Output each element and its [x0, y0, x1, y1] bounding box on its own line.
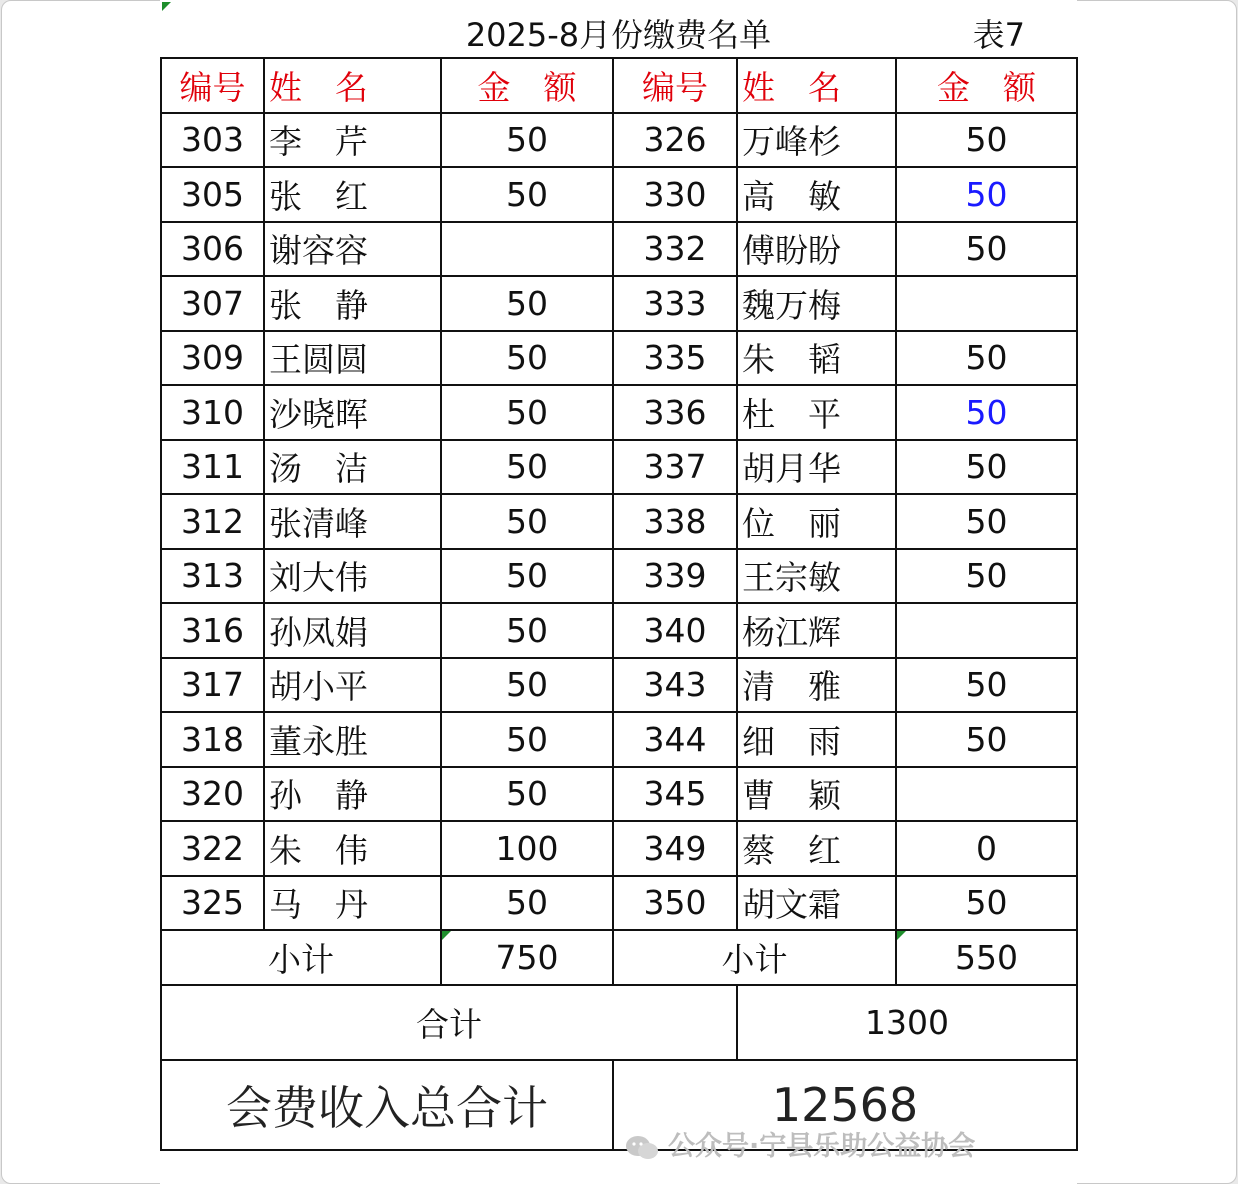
member-name[interactable]: 张清峰 [264, 494, 441, 549]
grand-total-row [161, 1060, 1077, 1150]
member-no-2[interactable]: 326 [613, 113, 737, 168]
member-no[interactable]: 316 [161, 603, 264, 658]
subtotal-left-value[interactable]: 750 [441, 930, 613, 985]
member-no-2[interactable]: 333 [613, 276, 737, 331]
member-no-2[interactable]: 349 [613, 821, 737, 876]
member-no[interactable]: 317 [161, 658, 264, 713]
member-name[interactable]: 朱 伟 [264, 821, 441, 876]
member-no[interactable]: 320 [161, 767, 264, 822]
header-name[interactable]: 姓 名 [264, 58, 441, 113]
member-name[interactable]: 马 丹 [264, 876, 441, 931]
subtotal-row [161, 930, 1077, 985]
member-amount-2[interactable]: 50 [896, 549, 1077, 604]
member-amount[interactable]: 50 [441, 276, 613, 331]
member-name-2[interactable]: 清 雅 [737, 658, 896, 713]
member-name[interactable]: 孙凤娟 [264, 603, 441, 658]
fee-table [160, 57, 1078, 1151]
member-name-2[interactable]: 曹 颖 [737, 767, 896, 822]
member-name[interactable]: 董永胜 [264, 712, 441, 767]
header-name-2[interactable]: 姓 名 [737, 58, 896, 113]
member-amount-2[interactable]: 50 [896, 222, 1077, 277]
member-amount-2[interactable] [896, 603, 1077, 658]
member-amount-2[interactable]: 50 [896, 331, 1077, 386]
member-amount[interactable]: 100 [441, 821, 613, 876]
member-amount-2[interactable]: 50 [896, 494, 1077, 549]
header-amount[interactable]: 金 额 [441, 58, 613, 113]
member-amount[interactable]: 50 [441, 549, 613, 604]
member-no[interactable]: 325 [161, 876, 264, 931]
header-amount-2[interactable]: 金 额 [896, 58, 1077, 113]
member-no-2[interactable]: 330 [613, 167, 737, 222]
member-name[interactable]: 李 芹 [264, 113, 441, 168]
member-name-2[interactable]: 王宗敏 [737, 549, 896, 604]
member-name[interactable]: 孙 静 [264, 767, 441, 822]
member-name-2[interactable]: 傅盼盼 [737, 222, 896, 277]
member-amount-2[interactable]: 50 [896, 385, 1077, 440]
subtotal-label-2[interactable]: 小计 [613, 930, 896, 985]
table-row [161, 658, 1077, 713]
member-no[interactable]: 307 [161, 276, 264, 331]
member-no-2[interactable]: 336 [613, 385, 737, 440]
member-no-2[interactable]: 335 [613, 331, 737, 386]
member-no[interactable]: 305 [161, 167, 264, 222]
member-amount[interactable]: 50 [441, 712, 613, 767]
member-amount[interactable]: 50 [441, 876, 613, 931]
member-no[interactable]: 318 [161, 712, 264, 767]
member-name-2[interactable]: 万峰杉 [737, 113, 896, 168]
member-amount[interactable]: 50 [441, 767, 613, 822]
member-amount[interactable]: 50 [441, 494, 613, 549]
member-name-2[interactable]: 蔡 红 [737, 821, 896, 876]
member-name-2[interactable]: 高 敏 [737, 167, 896, 222]
member-no[interactable]: 303 [161, 113, 264, 168]
table-row [161, 549, 1077, 604]
member-no-2[interactable]: 344 [613, 712, 737, 767]
member-no[interactable]: 313 [161, 549, 264, 604]
member-amount[interactable]: 50 [441, 331, 613, 386]
member-amount[interactable]: 50 [441, 658, 613, 713]
member-no-2[interactable]: 332 [613, 222, 737, 277]
member-no[interactable]: 309 [161, 331, 264, 386]
member-no-2[interactable]: 343 [613, 658, 737, 713]
member-amount[interactable]: 50 [441, 603, 613, 658]
member-amount-2[interactable]: 50 [896, 440, 1077, 495]
table-row [161, 276, 1077, 331]
grand-total-value[interactable]: 12568 [613, 1060, 1077, 1150]
member-amount[interactable]: 50 [441, 113, 613, 168]
member-name[interactable]: 张 静 [264, 276, 441, 331]
comment-indicator-icon [442, 931, 451, 940]
member-amount[interactable] [441, 222, 613, 277]
member-name-2[interactable]: 胡月华 [737, 440, 896, 495]
member-name-2[interactable]: 杜 平 [737, 385, 896, 440]
member-no-2[interactable]: 345 [613, 767, 737, 822]
table-row [161, 167, 1077, 222]
sheet-title: 2025-8月份缴费名单 [465, 16, 772, 54]
comment-indicator-icon [162, 2, 171, 11]
member-name[interactable]: 谢容容 [264, 222, 441, 277]
member-no[interactable]: 311 [161, 440, 264, 495]
table-row [161, 385, 1077, 440]
sheet-title-bar [160, 0, 1077, 58]
total-value[interactable]: 1300 [737, 985, 1077, 1060]
header-row [161, 58, 1077, 113]
member-amount[interactable]: 50 [441, 440, 613, 495]
member-name[interactable]: 汤 洁 [264, 440, 441, 495]
table-row [161, 113, 1077, 168]
member-name-2[interactable]: 细 雨 [737, 712, 896, 767]
header-no-2[interactable]: 编号 [613, 58, 737, 113]
member-no-2[interactable]: 350 [613, 876, 737, 931]
watermark-text: 公众号·宁县乐助公益协会 [668, 1131, 976, 1162]
table-row [161, 222, 1077, 277]
member-no-2[interactable]: 339 [613, 549, 737, 604]
total-label[interactable]: 合计 [161, 985, 737, 1060]
member-amount[interactable]: 50 [441, 167, 613, 222]
member-name[interactable]: 胡小平 [264, 658, 441, 713]
member-name-2[interactable]: 杨江辉 [737, 603, 896, 658]
table-row [161, 494, 1077, 549]
subtotal-label[interactable]: 小计 [161, 930, 441, 985]
member-name[interactable]: 刘大伟 [264, 549, 441, 604]
member-amount[interactable]: 50 [441, 385, 613, 440]
member-amount-2[interactable]: 0 [896, 821, 1077, 876]
member-amount-2[interactable]: 50 [896, 712, 1077, 767]
table-row [161, 331, 1077, 386]
table-row [161, 876, 1077, 931]
table-row [161, 821, 1077, 876]
table-row [161, 767, 1077, 822]
table-row [161, 603, 1077, 658]
member-name-2[interactable]: 位 丽 [737, 494, 896, 549]
member-name[interactable]: 沙晓晖 [264, 385, 441, 440]
table-row [161, 712, 1077, 767]
member-amount-2[interactable]: 50 [896, 113, 1077, 168]
member-no-2[interactable]: 338 [613, 494, 737, 549]
header-no[interactable]: 编号 [161, 58, 264, 113]
member-no[interactable]: 312 [161, 494, 264, 549]
member-amount-2[interactable]: 50 [896, 658, 1077, 713]
member-name[interactable]: 张 红 [264, 167, 441, 222]
member-name-2[interactable]: 魏万梅 [737, 276, 896, 331]
total-row [161, 985, 1077, 1060]
subtotal-right-value[interactable]: 550 [896, 930, 1077, 985]
member-amount-2[interactable]: 50 [896, 167, 1077, 222]
member-no[interactable]: 322 [161, 821, 264, 876]
member-amount-2[interactable] [896, 276, 1077, 331]
member-name[interactable]: 王圆圆 [264, 331, 441, 386]
comment-indicator-icon [897, 931, 906, 940]
member-name-2[interactable]: 朱 韬 [737, 331, 896, 386]
member-amount-2[interactable]: 50 [896, 876, 1077, 931]
table-number: 表7 [972, 16, 1025, 54]
member-name-2[interactable]: 胡文霜 [737, 876, 896, 931]
table-row [161, 440, 1077, 495]
member-no[interactable]: 306 [161, 222, 264, 277]
member-no-2[interactable]: 340 [613, 603, 737, 658]
grand-total-label[interactable]: 会费收入总合计 [161, 1060, 613, 1150]
member-amount-2[interactable] [896, 767, 1077, 822]
member-no-2[interactable]: 337 [613, 440, 737, 495]
member-no[interactable]: 310 [161, 385, 264, 440]
